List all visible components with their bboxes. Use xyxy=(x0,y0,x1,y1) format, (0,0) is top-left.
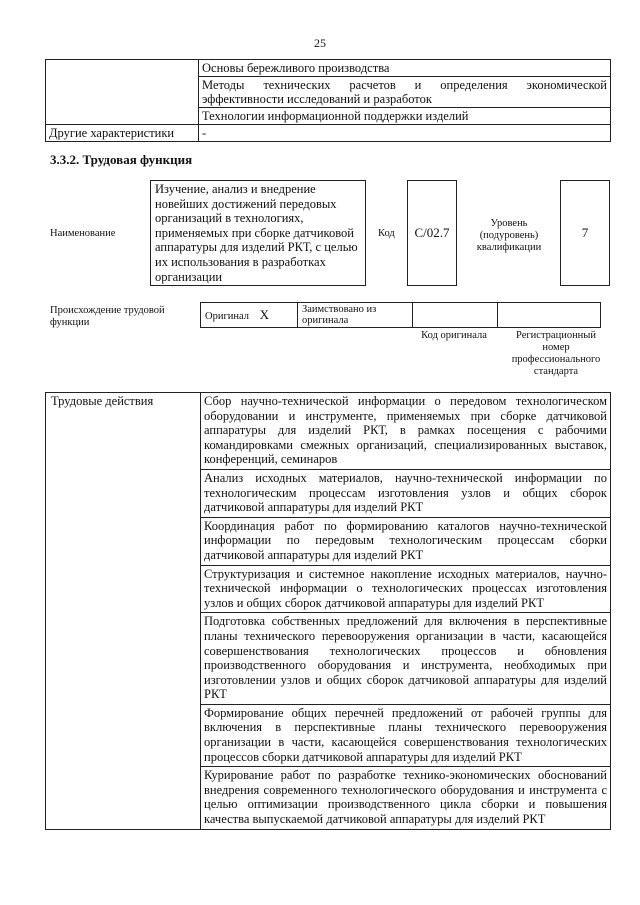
table-cell: Методы технических расчетов и определения экономической эффективности исследований и разработок xyxy=(199,77,611,108)
registration-number-caption: Регистрационный номер профессионального стандарта xyxy=(511,330,601,377)
labor-action-item: Формирование общих перечней предложений от рабочей группы для включения в перспективные планы технического перевооружения организации в части, касающейся совершенствования технологических процессов сборки датчиковой аппаратуры для изделий РКТ xyxy=(201,704,611,766)
table-cell: Основы бережливого производства xyxy=(199,60,611,77)
function-name: Изучение, анализ и внедрение новейших достижений передовых организаций в технологиях, применяемых при сборке датчиковой аппаратуры для изделий РКТ, с целью их использования в разработках организации xyxy=(150,180,366,286)
labor-action-item: Подготовка собственных предложений для включения в перспективные планы технического перевооружения организации в части, касающейся совершенствования технологических процессов и обновления производственного оборудования и инструмента, необходимых при изготовлении узлов и общих сборок датчиковой аппаратуры для изделий РКТ xyxy=(201,613,611,705)
table-row xyxy=(46,60,611,77)
labor-action-item: Координация работ по формированию каталогов научно-технической информации по передовым технологическим процессам сборки датчиковой аппаратуры для изделий РКТ xyxy=(201,517,611,565)
original-code-cell xyxy=(413,303,498,328)
labor-action-item: Сбор научно-технической информации о передовом технологическом оборудовании и инструменте, применяемых при сборке датчиковой аппаратуры для изделий РКТ, в рамках посещения с рабочими командировками смежных организаций, специализированных выставок, конференций, семинаров xyxy=(201,393,611,470)
registration-number-cell xyxy=(498,303,601,328)
origin-label: Происхождение трудовой функции xyxy=(50,305,165,328)
labor-actions-table xyxy=(45,392,611,830)
other-characteristics-value: - xyxy=(199,125,611,142)
table-row xyxy=(46,125,611,142)
labor-action-item: Анализ исходных материалов, научно-технической информации по технологическим процессам изготовления узлов и общих сборок датчиковой аппаратуры для изделий РКТ xyxy=(201,469,611,517)
table-row xyxy=(46,393,611,470)
original-label: Оригинал xyxy=(205,310,249,322)
labor-actions-label: Трудовые действия xyxy=(46,393,201,830)
borrowed-label: Заимствовано из оригинала xyxy=(298,303,413,328)
labor-action-item: Курирование работ по разработке технико-экономических обоснований внедрения современного технологического оборудования и инструмента с целью оптимизации производственного цикла сборки и повышения качества выпускаемой датчиковой аппаратуры для изделий РКТ xyxy=(201,767,611,829)
qualification-level-value: 7 xyxy=(560,180,610,286)
table-cell: Технологии информационной поддержки изделий xyxy=(199,108,611,125)
other-characteristics-label: Другие характеристики xyxy=(46,125,199,142)
page-number: 25 xyxy=(314,36,326,50)
origin-table xyxy=(200,302,601,328)
labor-action-item: Структуризация и системное накопление исходных материалов, научно-технической информации о технологических процессах изготовления узлов и общих сборок датчиковой аппаратуры для изделий РКТ xyxy=(201,565,611,613)
code-label: Код xyxy=(378,228,395,239)
qualification-knowledge-table xyxy=(45,59,611,142)
section-title: 3.3.2. Трудовая функция xyxy=(50,152,193,167)
table-cell-empty xyxy=(46,60,199,125)
original-code-caption: Код оригинала xyxy=(421,330,487,341)
original-mark: X xyxy=(259,306,270,322)
table-row xyxy=(201,303,601,328)
qualification-level-label: Уровень (подуровень) квалификации xyxy=(476,218,542,253)
name-label: Наименование xyxy=(50,228,116,239)
function-code: С/02.7 xyxy=(407,180,457,286)
original-cell xyxy=(201,303,298,328)
